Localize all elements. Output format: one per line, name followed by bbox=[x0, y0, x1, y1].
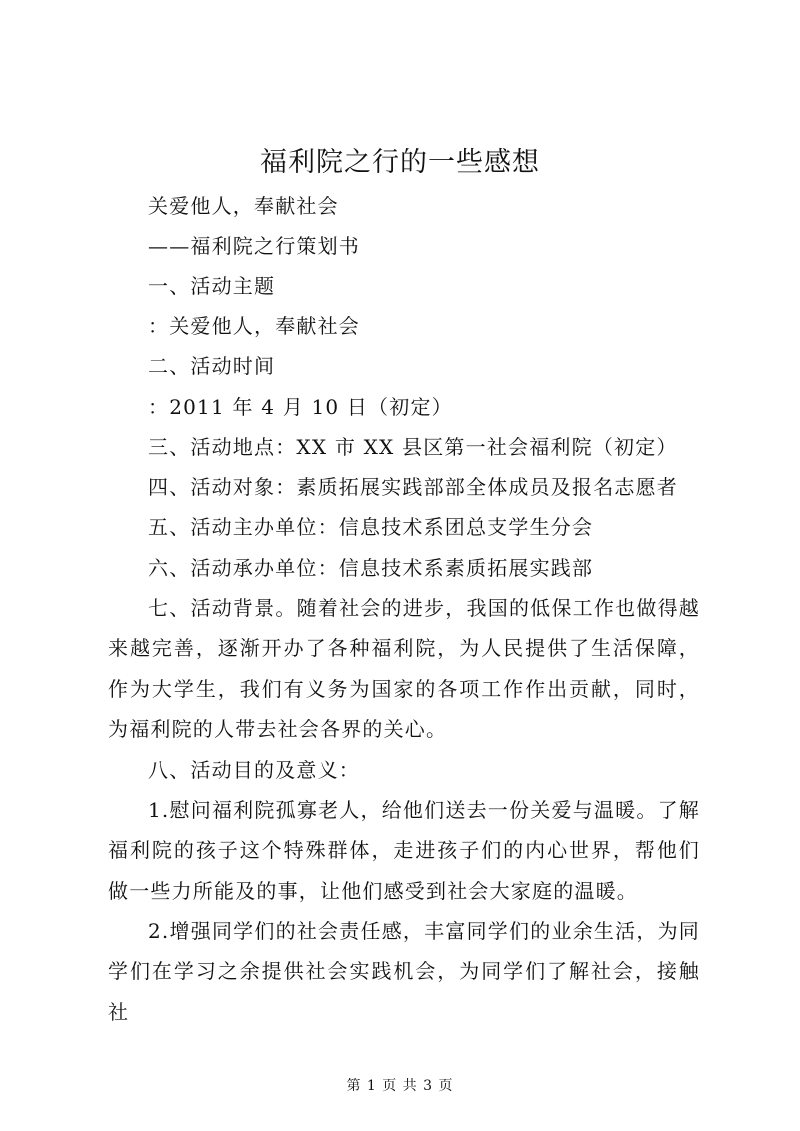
subtitle-slogan: 关爱他人，奉献社会 bbox=[148, 194, 339, 218]
document-title: 福利院之行的一些感想 bbox=[260, 147, 540, 178]
page-footer: 第 1 页 共 3 页 bbox=[346, 1078, 454, 1094]
section-theme-value: ：关爱他人，奉献社会 bbox=[148, 314, 360, 338]
section-organizer: 五、活动主办单位：信息技术系团总支学生分会 bbox=[148, 515, 594, 539]
section-theme-heading: 一、活动主题 bbox=[148, 274, 276, 298]
section-undertaker: 六、活动承办单位：信息技术系素质拓展实践部 bbox=[148, 556, 594, 580]
paragraph-background: 七、活动背景。随着社会的进步，我国的低保工作也做得越来越完善，逐渐开办了各种福利院，为人民提供了生活保障，作为大学生，我们有义务为国家的各项工作作出贡献，同时，为福利院的人带去社会各界的关心。 bbox=[108, 596, 700, 742]
paragraph-purpose-2: 2.增强同学们的社会责任感，丰富同学们的业余生活，为同学们在学习之余提供社会实践机会，为同学们了解社会，接触社 bbox=[108, 919, 700, 1024]
paragraph-purpose-heading: 八、活动目的及意义： bbox=[148, 758, 360, 782]
section-time-heading: 二、活动时间 bbox=[148, 354, 276, 378]
section-participants: 四、活动对象：素质拓展实践部部全体成员及报名志愿者 bbox=[148, 475, 678, 499]
subtitle-plan: ——福利院之行策划书 bbox=[148, 234, 360, 258]
section-location: 三、活动地点：XX 市 XX 县区第一社会福利院（初定） bbox=[148, 435, 678, 459]
section-time-value: ：2011 年 4 月 10 日（初定） bbox=[148, 395, 453, 419]
paragraph-purpose-1: 1.慰问福利院孤寡老人，给他们送去一份关爱与温暖。了解福利院的孩子这个特殊群体，走进孩子们的内心世界，帮他们做一些力所能及的事，让他们感受到社会大家庭的温暖。 bbox=[108, 798, 700, 903]
